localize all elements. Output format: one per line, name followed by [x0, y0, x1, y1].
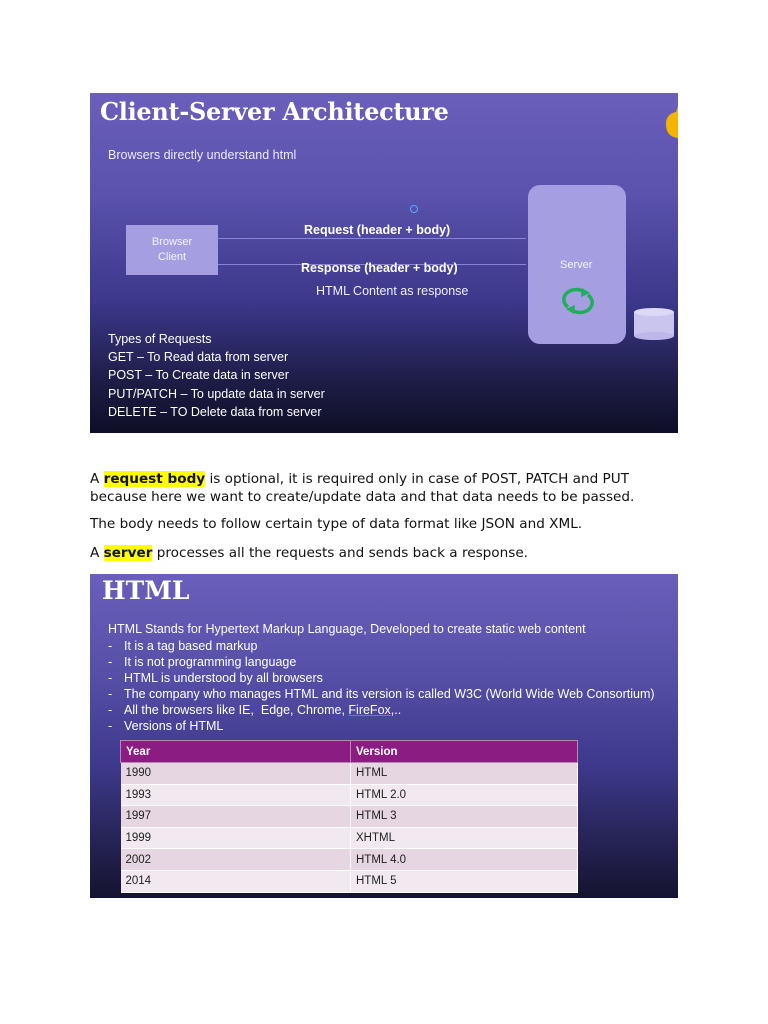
- browser-box-line: Browser: [151, 236, 193, 248]
- bullet-text: It is not programming language: [124, 655, 297, 669]
- browser-box-line: Client: [157, 251, 187, 263]
- text-run: processes all the requests and sends back a response.: [152, 545, 529, 561]
- year-cell: 1999: [121, 827, 351, 849]
- bullet-text: The company who manages HTML and its version is called W3C (World Wide Web Consortium): [124, 687, 655, 701]
- year-cell: 2002: [121, 849, 351, 871]
- client-server-slide-image: [90, 93, 678, 433]
- server-box: [528, 185, 626, 344]
- table-row: [121, 870, 578, 892]
- paragraph-request-body: [90, 471, 634, 506]
- bullet-item: - It is a tag based markup: [108, 639, 258, 653]
- bullet-text: All the browsers like IE, Edge, Chrome,: [124, 703, 349, 717]
- bullet-text: Versions of HTML: [124, 719, 224, 733]
- html-content-label: HTML Content as response: [316, 284, 469, 298]
- bullet-item: - Versions of HTML: [108, 719, 224, 733]
- text-run: A: [90, 545, 104, 561]
- text-run: is optional, it is required only in case of POST, PATCH and PUT: [205, 471, 630, 487]
- request-label: Request (header + body): [304, 223, 451, 237]
- year-cell: 1997: [121, 806, 351, 828]
- slide2-intro: HTML Stands for Hypertext Markup Language, Developed to create static web content: [108, 622, 586, 636]
- response-label: Response (header + body): [301, 261, 458, 275]
- html-bullet-list: [108, 638, 655, 734]
- bullet-item: - HTML is understood by all browsers: [108, 671, 323, 685]
- paragraph-server: [90, 545, 528, 563]
- year-cell: 1990: [121, 763, 351, 785]
- table-row: [121, 827, 578, 849]
- table-row: [121, 763, 578, 785]
- browser-client-box: [126, 225, 218, 275]
- bullet-item: - It is not programming language: [108, 655, 297, 669]
- version-cell: HTML 3: [351, 806, 578, 828]
- server-label: Server: [560, 259, 593, 271]
- version-cell: XHTML: [351, 827, 578, 849]
- request-type-item: PUT/PATCH – To update data in server: [108, 386, 325, 401]
- request-arrow-line: [218, 238, 526, 239]
- request-types-heading: Types of Requests: [108, 332, 212, 346]
- highlight-server: server: [103, 545, 153, 561]
- version-cell: HTML 5: [351, 870, 578, 892]
- cursor-dot-icon: [410, 205, 418, 213]
- request-type-item: GET – To Read data from server: [108, 350, 289, 365]
- column-header-year: Year: [121, 741, 351, 763]
- version-cell: HTML 4.0: [351, 849, 578, 871]
- bullet-text-tail: ,..: [390, 703, 402, 717]
- year-cell: 2014: [121, 870, 351, 892]
- text-run: because here we want to create/update data and that data needs to be passed.: [90, 488, 635, 505]
- html-versions-table: [120, 740, 578, 893]
- request-type-item: POST – To Create data in server: [108, 368, 289, 383]
- table-header-row: [121, 741, 578, 763]
- year-cell: 1993: [121, 784, 351, 806]
- column-header-version: Version: [351, 741, 578, 763]
- bullet-text: HTML is understood by all browsers: [124, 671, 323, 685]
- firefox-text: FireFox: [348, 703, 391, 717]
- html-slide-image: [90, 574, 678, 898]
- slide1-title: Client-Server Architecture: [100, 97, 449, 126]
- database-icon: [633, 307, 675, 341]
- table-row: [121, 806, 578, 828]
- bullet-item: - All the browsers like IE, Edge, Chrome, FireFox ,..: [108, 703, 402, 717]
- paragraph-body-format: The body needs to follow certain type of data format like JSON and XML.: [90, 516, 583, 532]
- text-run: A: [90, 471, 104, 487]
- request-types-list: [108, 330, 325, 421]
- logo-icon: [664, 96, 678, 142]
- bullet-item: - The company who manages HTML and its version is called W3C (World Wide Web Consortium): [108, 687, 655, 701]
- version-cell: HTML: [351, 763, 578, 785]
- table-row: [121, 849, 578, 871]
- bullet-text: It is a tag based markup: [124, 639, 258, 653]
- table-row: [121, 784, 578, 806]
- slide2-title: HTML: [102, 576, 190, 605]
- sync-icon: [560, 287, 596, 315]
- highlight-request-body: request body: [103, 471, 206, 487]
- version-cell: HTML 2.0: [351, 784, 578, 806]
- slide1-subtitle: Browsers directly understand html: [108, 148, 297, 162]
- request-type-item: DELETE – TO Delete data from server: [108, 404, 322, 419]
